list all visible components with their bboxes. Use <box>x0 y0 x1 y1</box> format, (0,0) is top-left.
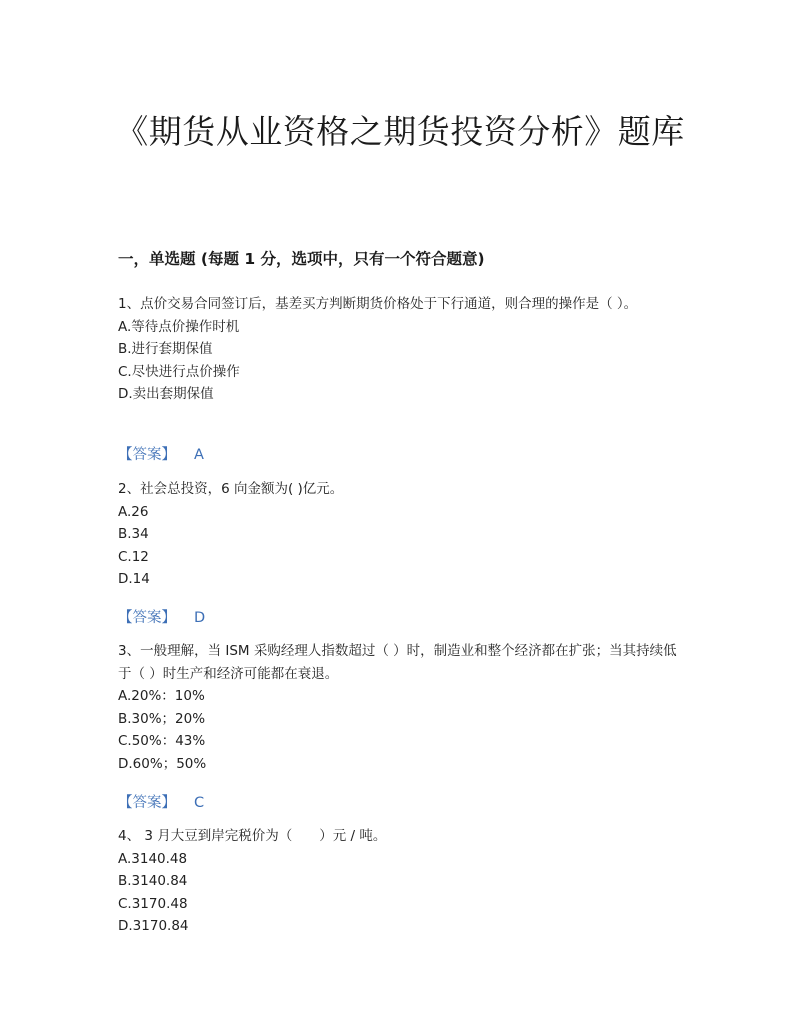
answer-line-3 <box>118 791 204 812</box>
answer-label: 【答案】 <box>118 610 176 626</box>
question-stem: 1、点价交易合同签订后，基差买方判断期货价格处于下行通道，则合理的操作是（ ）。 <box>118 296 638 312</box>
question-stem: 2、社会总投资，6 向金额为( )亿元。 <box>118 481 344 497</box>
answer-value: D <box>194 610 206 626</box>
option-b: B.进行套期保值 <box>118 341 213 357</box>
answer-label: 【答案】 <box>118 795 176 811</box>
option-a: A.26 <box>118 503 149 520</box>
document-title: 《期货从业资格之期货投资分析》题库 <box>115 112 685 151</box>
option-b: B.3140.84 <box>118 873 188 889</box>
answer-value: A <box>194 447 204 463</box>
answer-label: 【答案】 <box>118 447 176 463</box>
option-c: C.3170.48 <box>118 895 188 912</box>
option-c: C.12 <box>118 548 149 565</box>
option-d: D.卖出套期保值 <box>118 386 214 402</box>
question-4 <box>118 825 690 938</box>
question-1 <box>118 293 690 406</box>
answer-value: C <box>194 795 205 811</box>
option-c: C.50%：43% <box>118 733 206 749</box>
section-heading: 一，单选题 (每题 1 分，选项中，只有一个符合题意) <box>118 250 485 268</box>
option-d: D.3170.84 <box>118 918 189 934</box>
answer-line-1 <box>118 443 204 464</box>
option-b: B.30%；20% <box>118 710 206 727</box>
option-d: D.60%；50% <box>118 755 207 772</box>
question-stem: 3、一般理解，当 ISM 采购经理人指数超过（ ）时，制造业和整个经济都在扩张；当其持续低于（ ）时生产和经济可能都在衰退。 <box>118 643 677 682</box>
option-b: B.34 <box>118 526 149 542</box>
option-c: C.尽快进行点价操作 <box>118 363 240 380</box>
question-stem: 4、 3 月大豆到岸完税价为（ ）元 / 吨。 <box>118 828 387 844</box>
option-a: A.20%：10% <box>118 688 205 704</box>
option-d: D.14 <box>118 571 150 587</box>
question-2 <box>118 478 690 591</box>
answer-line-2 <box>118 606 205 627</box>
question-3 <box>118 640 690 775</box>
option-a: A.3140.48 <box>118 850 188 867</box>
option-a: A.等待点价操作时机 <box>118 318 240 335</box>
